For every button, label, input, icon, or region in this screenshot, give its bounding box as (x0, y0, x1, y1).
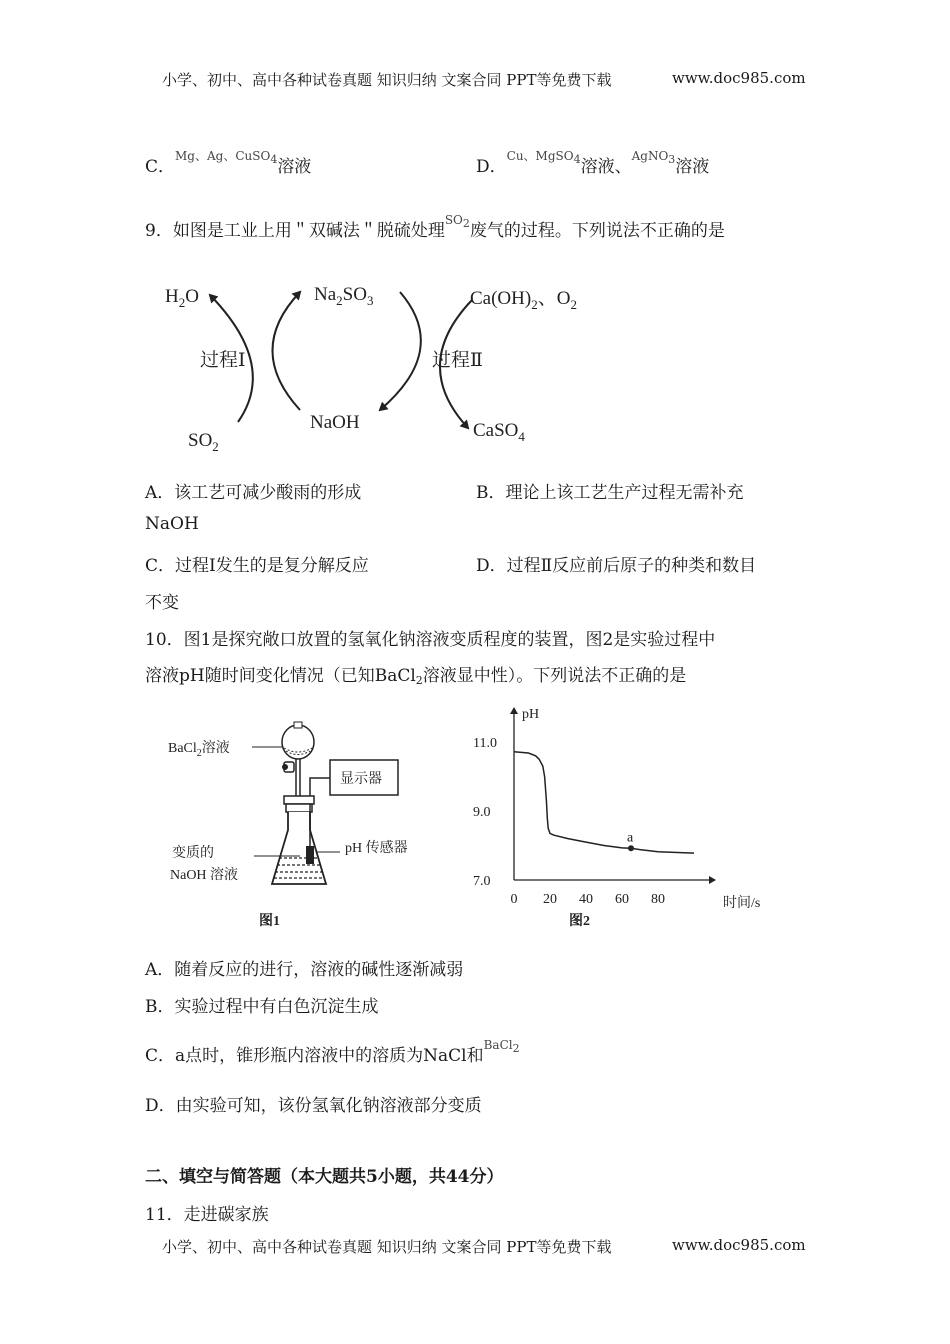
q9-option-d[interactable]: D．过程Ⅱ反应前后原子的种类和数目 (476, 556, 757, 576)
footer-url[interactable]: www.doc985.com (672, 1236, 806, 1254)
q9-option-c[interactable]: C．过程Ⅰ发生的是复分解反应 (145, 556, 369, 576)
conical-flask (272, 812, 326, 884)
x-tick-label-4: 80 (651, 892, 665, 907)
q8-d-tail: 溶液 (675, 157, 710, 177)
display-label: 显示器 (340, 772, 382, 787)
na2so3-label: $Na_2SO_3$ (314, 284, 374, 308)
q8-option-d[interactable] (476, 149, 710, 178)
figure-1-caption: 图1 (259, 914, 280, 929)
x-tick-label-2: 40 (579, 892, 593, 907)
q9-option-b[interactable]: B．理论上该工艺生产过程无需补充 (476, 483, 744, 503)
section-2-title: 二、填空与简答题（本大题共5小题，共44分） (145, 1167, 504, 1187)
q8-c-tail: 溶液 (277, 157, 312, 177)
x-axis-label: 时间/s (723, 896, 761, 911)
y-tick-label-0: 7.0 (473, 874, 491, 889)
figure-2-ph-chart (465, 700, 785, 935)
caso4-label: CaSO$_4$ (473, 420, 525, 444)
q8-d-mid: 溶液、 (580, 157, 632, 177)
ph-sensor-probe (306, 846, 314, 864)
figure-1-apparatus (160, 712, 450, 937)
y-axis-label: pH (522, 707, 540, 722)
y-tick-label-1: 9.0 (473, 805, 491, 820)
q9-option-b-wrap: NaOH (145, 514, 199, 534)
q10-c-formula: BaCl2 (483, 1038, 520, 1055)
naoh-solution-label: NaOH 溶液 (170, 868, 239, 883)
q8-d-label: D． (476, 157, 507, 177)
h2o-label: $H_2O$ (165, 286, 199, 310)
footer-text: 小学、初中、高中各种试卷真题 知识归纳 文案合同 PPT等免费下载 (162, 1238, 612, 1256)
q8-option-c[interactable] (145, 149, 312, 178)
point-a-marker (628, 845, 634, 851)
ph-curve-line (514, 752, 694, 853)
point-a-label: a (627, 830, 634, 846)
process-1-label: 过程Ⅰ (200, 350, 246, 371)
q10-option-c[interactable]: C．a点时，锥形瓶内溶液中的溶质为NaCl和$^{BaCl2}$ (145, 1038, 520, 1066)
deteriorated-label: 变质的 (172, 846, 214, 861)
q8-c-label: C． (145, 157, 176, 177)
q10-option-a[interactable]: A．随着反应的进行，溶液的碱性逐渐减弱 (145, 960, 464, 980)
q9-option-d-wrap: 不变 (145, 593, 179, 613)
funnel-bulb (282, 725, 314, 759)
x-tick-label-3: 60 (615, 892, 629, 907)
caoh2-o2-label: $Ca(OH)_2$、$O_2$ (470, 288, 577, 312)
header-url[interactable]: www.doc985.com (672, 69, 806, 87)
q11-stem: 11．走进碳家族 (145, 1205, 269, 1225)
x-tick-label-1: 20 (543, 892, 557, 907)
arrow-naoh-to-na2so3 (273, 292, 301, 410)
q10-stem-line1: 10．图1是探究敞口放置的氢氧化钠溶液变质程度的装置，图2是实验过程中 (145, 630, 716, 650)
arrow-na2so3-to-naoh (380, 292, 421, 410)
double-alkali-cycle-diagram (150, 270, 610, 460)
figure-2-caption: 图2 (569, 914, 590, 929)
q9-stem-formula: SO2 (444, 213, 470, 230)
q10-option-b[interactable]: B．实验过程中有白色沉淀生成 (145, 997, 379, 1017)
process-2-label: 过程Ⅱ (432, 350, 483, 371)
so2-label: $SO_2$ (188, 430, 219, 454)
q9-option-a[interactable]: A．该工艺可减少酸雨的形成 (145, 483, 362, 503)
q9-stem: 9．如图是工业上用＂双碱法＂脱硫处理$^{SO2}$废气的过程。下列说法不正确的是 (145, 213, 725, 241)
bacl2-solution-label: BaCl$_2$溶液 (168, 741, 230, 759)
ph-sensor-label: pH 传感器 (345, 841, 408, 856)
q10-option-d[interactable]: D．由实验可知，该份氢氧化钠溶液部分变质 (145, 1096, 482, 1116)
q8-d-formula2: AgNO3 (631, 149, 676, 166)
y-tick-label-2: 11.0 (473, 736, 497, 751)
naoh-label: NaOH (310, 412, 360, 433)
header-text: 小学、初中、高中各种试卷真题 知识归纳 文案合同 PPT等免费下载 (162, 71, 612, 89)
q10-stem-line2: 溶液pH随时间变化情况（已知BaCl$_2$溶液显中性）。下列说法不正确的是 (145, 666, 687, 687)
x-tick-label-0: 0 (510, 892, 518, 907)
q8-c-formula: Mg、Ag、CuSO4 (175, 149, 278, 166)
q8-d-formula1: Cu、MgSO4 (506, 149, 581, 166)
